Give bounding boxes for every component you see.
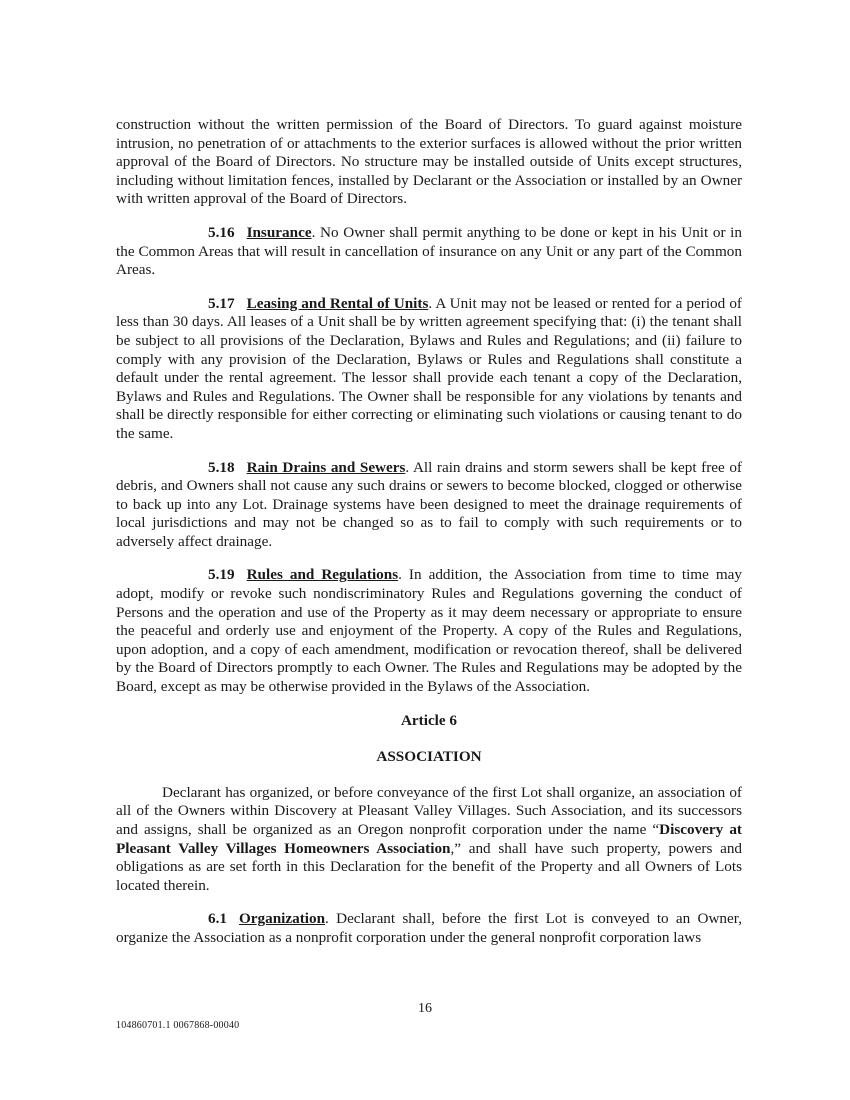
section-5-19: [116, 566, 742, 696]
document-id: 104860701.1 0067868-00040: [116, 1020, 240, 1031]
section-text: . A Unit may not be leased or rented for a period of less than 30 days. All leases of a Unit shall be by written agreement specifying that: (i) the tenant shall be subject to all provisions of the Declaration, Bylaws and Rules and Regulations; and (ii) failure to comply with any provision of the Declaration, Bylaws or Rules and Regulations shall constitute a default under the rental agreement. The lessor shall provide each tenant a copy of the Declaration, Bylaws and Rules and Regulations. The Owner shall be responsible for any violations by tenants and shall be directly responsible for either correcting or eliminating such violations or causing tenant to do the same.: [116, 294, 742, 442]
section-text: . Declarant shall, before the first Lot is conveyed to an Owner, organize the Association as a nonprofit corporation under the general nonprofit corporation laws: [116, 910, 742, 946]
article-heading: Article 6: [400, 711, 458, 729]
intro-paragraph: construction without the written permission of the Board of Directors. To guard against moisture intrusion, no penetration of or attachments to the exterior surfaces is allowed without the prior written approval of the Board of Directors. No structure may be installed outside of Units except structures, including without limitation fences, installed by Declarant or the Association or installed by an Owner with written approval of the Board of Directors.: [116, 116, 742, 208]
section-text: . All rain drains and storm sewers shall be kept free of debris, and Owners shall not cause any such drains or sewers to become blocked, clogged or otherwise to back up into any Lot. Drainage systems have been designed to meet the drainage requirements of local jurisdictions and may not be changed so as to fail to comply with such requirements or to adversely affect drainage.: [116, 458, 742, 550]
article-intro-after: ,” and shall have such property, powers and obligations as are set forth in this Declaration for the benefit of the Property and all Owners of Lots located therein.: [116, 839, 743, 894]
page-number: 16: [418, 1001, 432, 1016]
association-name: Discovery at Pleasant Valley Villages Homeowners Association: [116, 821, 742, 857]
section-title: Rules and Regulations: [246, 566, 399, 584]
section-text: . No Owner shall permit anything to be done or kept in his Unit or in the Common Areas that will result in cancellation of insurance on any Unit or any part of the Common Areas.: [116, 223, 742, 279]
section-title: Organization: [238, 910, 326, 928]
article-title: ASSOCIATION: [376, 748, 482, 766]
section-number: 6.1: [208, 910, 227, 928]
article-intro-paragraph: [116, 784, 742, 896]
section-5-17: [116, 295, 742, 444]
section-5-18: [116, 459, 742, 552]
section-number: 5.18: [208, 458, 235, 476]
article-intro-before: Declarant has organized, or before conveyance of the first Lot shall organize, an association of all of the Owners within Discovery at Pleasant Valley Villages. Such Association, and its successors and assigns, shall be organized as an Oregon nonprofit corporation under the name “: [116, 783, 742, 838]
section-title: Rain Drains and Sewers: [246, 458, 406, 476]
section-title: Insurance: [246, 223, 312, 241]
section-title: Leasing and Rental of Units: [246, 294, 429, 312]
section-number: 5.19: [208, 566, 235, 584]
section-5-16: [116, 224, 742, 280]
section-number: 5.17: [208, 294, 235, 312]
document-page: [116, 116, 742, 963]
section-6-1: [116, 910, 742, 947]
section-text: . In addition, the Association from time to time may adopt, modify or revoke such nondiscriminatory Rules and Regulations governing the conduct of Persons and the operation and use of the Property as it may deem necessary or appropriate to ensure the peaceful and orderly use and enjoyment of the Property. A copy of the Rules and Regulations, upon adoption, and a copy of each amendment, modification or revocation thereof, shall be delivered by the Board of Directors promptly to each Owner. The Rules and Regulations may be adopted by the Board, except as may be otherwise provided in the Bylaws of the Association.: [116, 566, 742, 696]
section-number: 5.16: [208, 223, 235, 241]
